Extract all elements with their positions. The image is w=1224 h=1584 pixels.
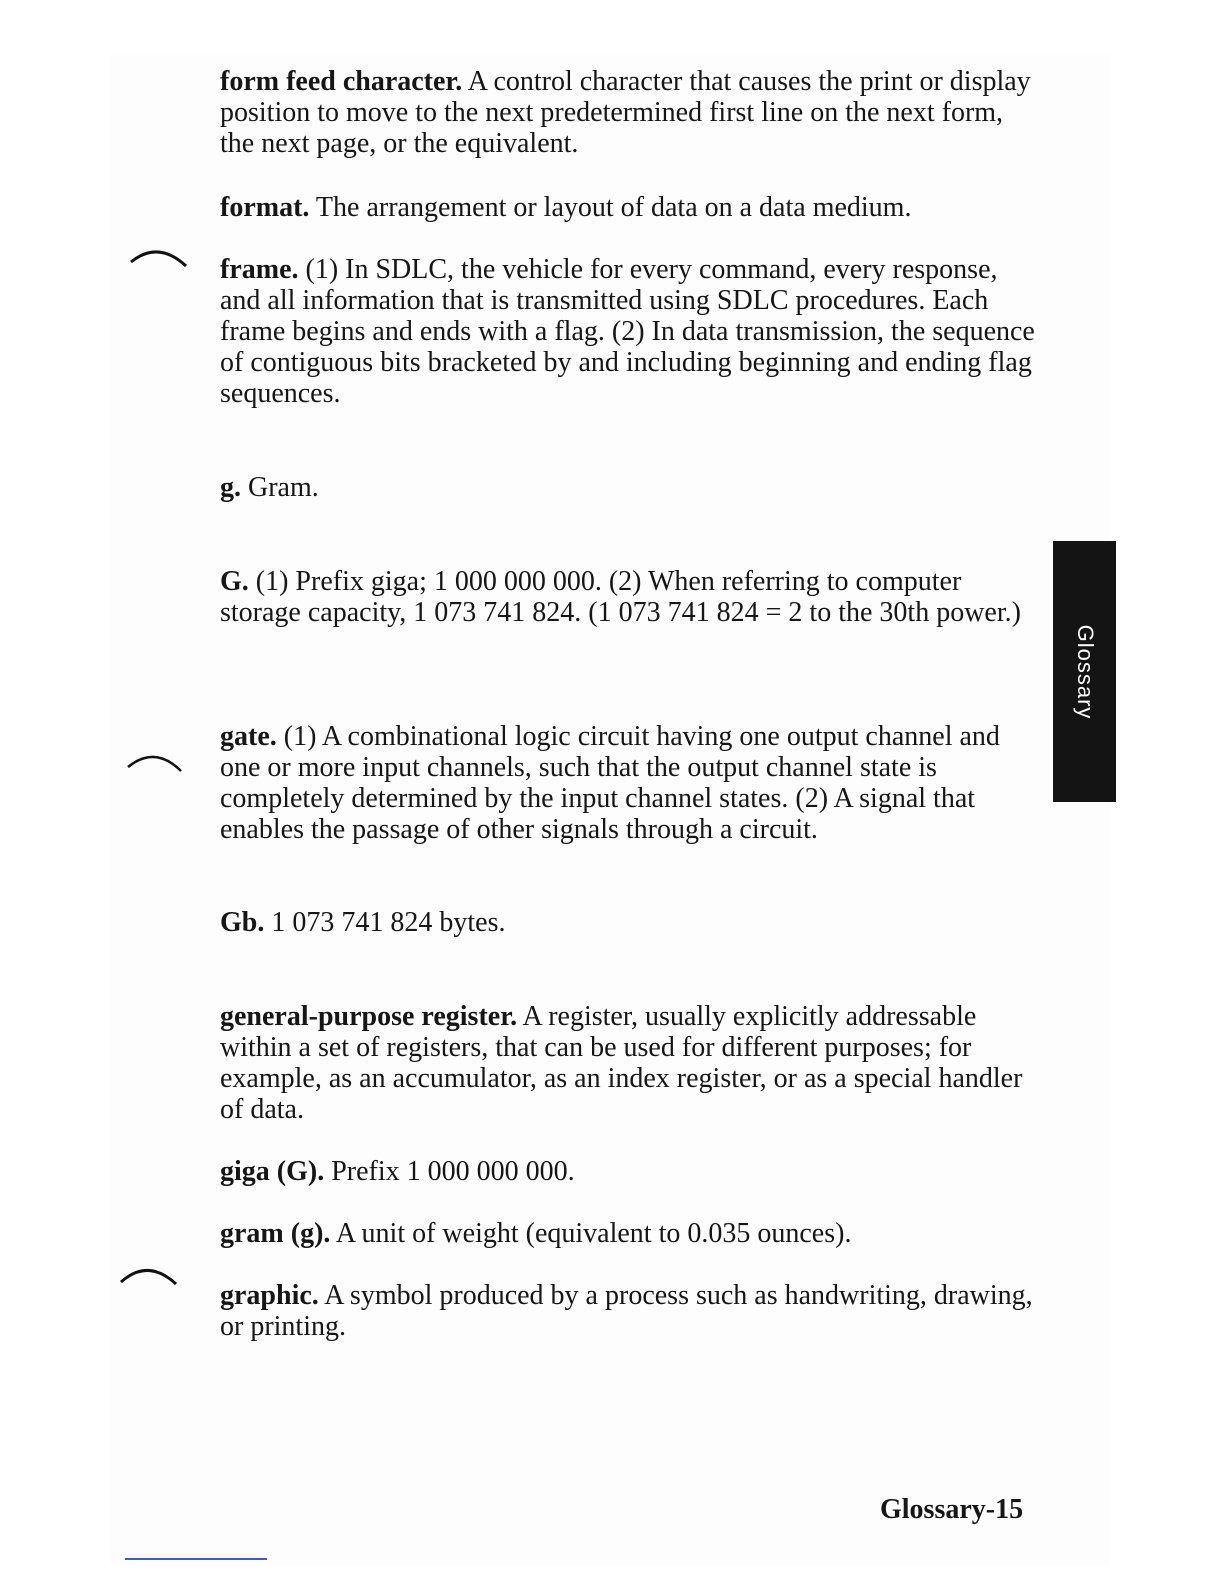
entry-definition: (1) A combinational logic circuit having one output channel and one or more input channels, such that the output channel state is completely determined by the input channel states. (2) A signal that enables the passage of other signals through a circuit. (220, 721, 1000, 845)
section-tab-label: Glossary (1072, 624, 1098, 719)
glossary-entry-gate (220, 721, 1040, 845)
binder-hole-mark (118, 1258, 182, 1288)
glossary-entry-giga (220, 1156, 1040, 1187)
glossary-entry-graphic (220, 1280, 1040, 1342)
entry-term: G. (220, 566, 249, 597)
entry-definition: Gram. (248, 472, 319, 503)
entry-term: graphic. (220, 1280, 319, 1311)
entry-definition: A register, usually explicitly addressable within a set of registers, that can be used for different purposes; for example, as an accumulator, as an index register, or as a special handler of data. (220, 1001, 1023, 1125)
entry-term: Gb. (220, 907, 265, 938)
entry-term: general-purpose register. (220, 1001, 518, 1032)
binder-hole-mark (128, 240, 192, 270)
glossary-entry-giga-prefix (220, 566, 1040, 628)
entry-term: frame. (220, 254, 299, 285)
section-tab (1053, 541, 1116, 802)
entry-definition: 1 073 741 824 bytes. (271, 907, 506, 938)
page-number: Glossary-15 (880, 1494, 1024, 1525)
entry-definition: The arrangement or layout of data on a data medium. (315, 192, 912, 223)
glossary-entry-form-feed-character (220, 66, 1040, 159)
entry-term: format. (220, 192, 310, 223)
entry-term: giga (G). (220, 1156, 325, 1187)
binder-hole-mark (125, 745, 189, 775)
glossary-entry-frame (220, 254, 1040, 409)
entry-term: form feed character. (220, 66, 463, 97)
glossary-entry-general-purpose-register (220, 1001, 1040, 1125)
entry-definition: (1) In SDLC, the vehicle for every command, every response, and all information that is transmitted using SDLC procedures. Each frame begins and ends with a flag. (2) In data transmission, the sequence of contiguous bits bracketed by and including beginning and ending flag sequences. (220, 254, 1035, 409)
entry-definition: A unit of weight (equivalent to 0.035 ounces). (335, 1218, 852, 1249)
entry-definition: Prefix 1 000 000 000. (331, 1156, 575, 1187)
glossary-entry-gram (220, 1218, 1040, 1249)
glossary-entry-g (220, 472, 1040, 503)
entry-definition: A symbol produced by a process such as handwriting, drawing, or printing. (220, 1280, 1033, 1342)
scan-edge-line (125, 1558, 267, 1560)
glossary-entry-format (220, 192, 1040, 223)
entry-term: g. (220, 472, 241, 503)
glossary-entry-gb (220, 907, 1040, 938)
entry-definition: A control character that causes the print or display position to move to the next predetermined first line on the next form, the next page, or the equivalent. (220, 66, 1031, 159)
entry-term: gate. (220, 721, 277, 752)
entry-definition: (1) Prefix giga; 1 000 000 000. (2) When referring to computer storage capacity, 1 073 741 824. (1 073 741 824 = 2 to the 30th power.) (220, 566, 1021, 628)
entry-term: gram (g). (220, 1218, 331, 1249)
